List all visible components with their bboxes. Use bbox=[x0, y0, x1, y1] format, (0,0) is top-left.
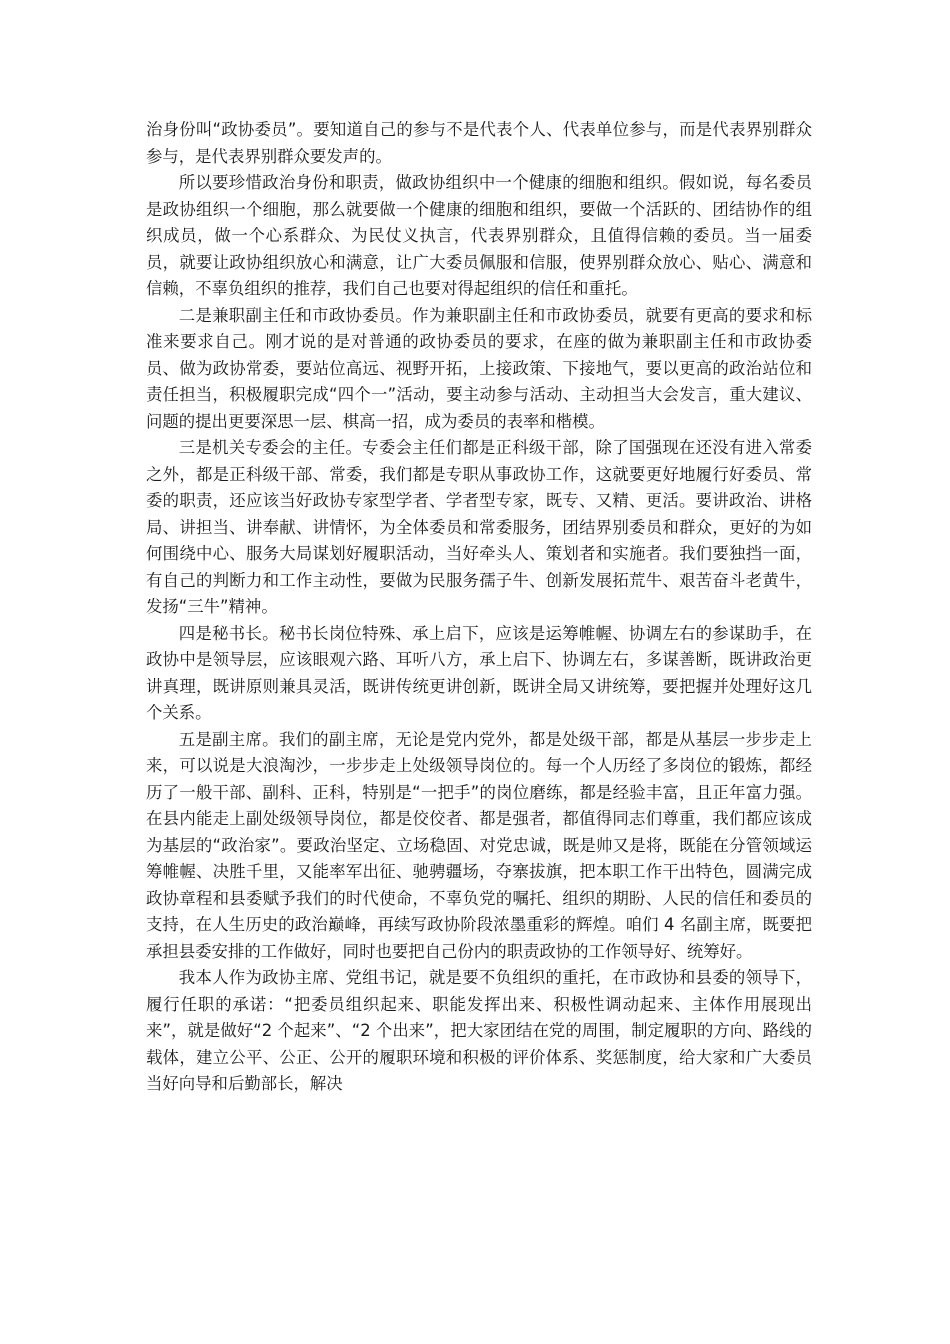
document-body bbox=[146, 117, 812, 1098]
paragraph-secretary-general: 四是秘书长。秘书长岗位特殊、承上启下，应该是运筹帷幄、协调左右的参谋助手，在政协中是领导层，应该眼观六路、耳听八方，承上启下、协调左右，多谋善断，既讲政治更讲真理，既讲原则兼具灵活，既讲传统更讲创新，既讲全局又讲统筹，要把握并处理好这几个关系。 bbox=[146, 623, 812, 722]
paragraph-political-identity: 所以要珍惜政治身份和职责，做政协组织中一个健康的细胞和组织。假如说，每名委员是政协组织一个细胞，那么就要做一个健康的细胞和组织，要做一个活跃的、团结协作的组织成员，做一个心系群众、为民仗义执言，代表界别群众，且值得信赖的委员。当一届委员，就要让政协组织放心和满意，让广大委员佩服和信服，使界别群众放心、贴心、满意和信赖，不辜负组织的推荐，我们自己也要对得起组织的信任和重托。 bbox=[146, 173, 812, 298]
paragraph-chairman-self: 我本人作为政协主席、党组书记，就是要不负组织的重托，在市政协和县委的领导下，履行任职的承诺：“把委员组织起来、职能发挥出来、积极性调动起来、主体作用展现出来”，就是做好“2 个起来”、“2 个出来”，把大家团结在党的周围，制定履职的方向、路线的载体，建立公平、公正、公开的履职环境和积极的评价体系、奖惩制度，给大家和广大委员当好向导和后勤部长，解决 bbox=[146, 968, 812, 1093]
paragraph-continuation: 治身份叫“政协委员”。要知道自己的参与不是代表个人、代表单位参与，而是代表界别群众参与，是代表界别群众要发声的。 bbox=[146, 120, 812, 166]
paragraph-part-time-deputy-director: 二是兼职副主任和市政协委员。作为兼职副主任和市政协委员，就要有更高的要求和标准来要求自己。刚才说的是对普通的政协委员的要求，在座的做为兼职副主任和市政协委员、做为政协常委，要站位高远、视野开拓，上接政策、下接地气，要以更高的政治站位和责任担当，积极履职完成“四个一”活动，要主动参与活动、主动担当大会发言，重大建议、问题的提出更要深思一层、棋高一招，成为委员的表率和楷模。 bbox=[146, 305, 812, 431]
paragraph-committee-director: 三是机关专委会的主任。专委会主任们都是正科级干部，除了国强现在还没有进入常委之外，都是正科级干部、常委，我们都是专职从事政协工作，这就要更好地履行好委员、常委的职责，还应该当好政协专家型学者、学者型专家，既专、又精、更活。要讲政治、讲格局、讲担当、讲奉献、讲情怀，为全体委员和常委服务，团结界别委员和群众，更好的为如何围绕中心、服务大局谋划好履职活动，当好牵头人、策划者和实施者。我们要独挡一面，有自己的判断力和工作主动性，要做为民服务孺子牛、创新发展拓荒牛、艰苦奋斗老黄牛，发扬“三牛”精神。 bbox=[146, 438, 812, 616]
paragraph-vice-chairman: 五是副主席。我们的副主席，无论是党内党外，都是处级干部，都是从基层一步步走上来，可以说是大浪淘沙，一步步走上处级领导岗位的。每一个人历经了多岗位的锻炼，都经历了一般干部、副科、正科，特别是“一把手”的岗位磨练，都是经验丰富，且正年富力强。在县内能走上副处级领导岗位，都是佼佼者、都是强者，都值得同志们尊重，我们都应该成为基层的“政治家”。要政治坚定、立场稳固、对党忠诚，既是帅又是将，既能在分管领域运筹帷幄、决胜千里，又能率军出征、驰骋疆场，夺寨拔旗，把本职工作干出特色，圆满完成政协章程和县委赋予我们的时代使命，不辜负党的嘱托、组织的期盼、人民的信任和委员的支持，在人生历史的政治巅峰，再续写政协阶段浓墨重彩的辉煌。咱们 4 名副主席，既要把承担县委安排的工作做好，同时也要把自己份内的职责政协的工作领导好、统筹好。 bbox=[146, 729, 812, 961]
